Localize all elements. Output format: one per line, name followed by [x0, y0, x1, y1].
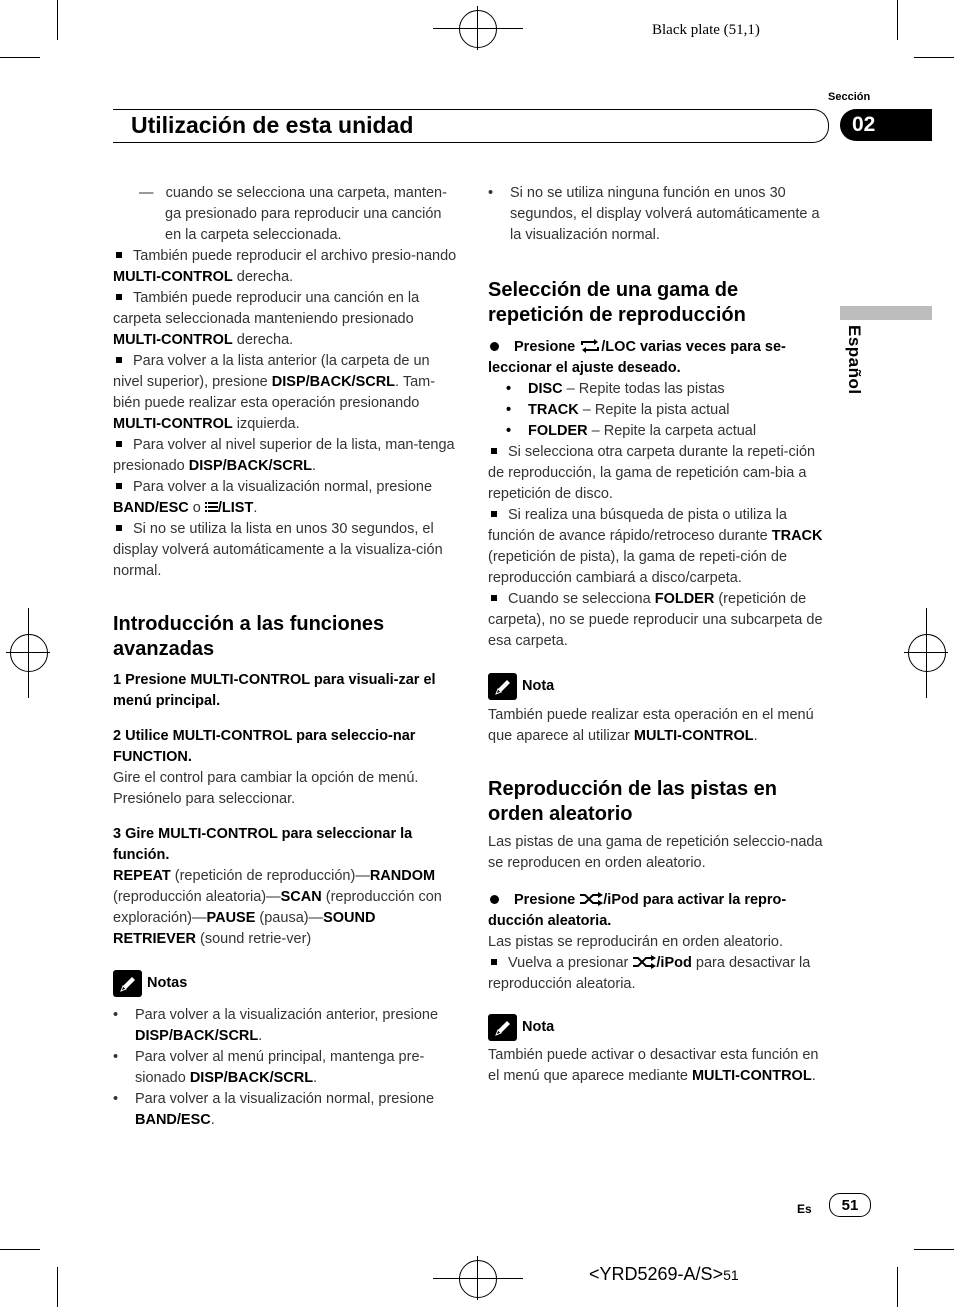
pencil-note-icon	[488, 673, 517, 700]
note-item: Para volver a la visualización normal, presione BAND/ESC o /LIST.	[113, 479, 433, 516]
repeat-option-folder: • FOLDER – Repite la carpeta actual	[506, 423, 757, 439]
square-bullet-icon	[116, 294, 122, 300]
random-result: Las pistas se reproducirán en orden aleatorio.	[488, 934, 784, 950]
repeat-note: Si realiza una búsqueda de pista o utiliza la función de avance rápido/retroceso durante TRACK (repetición de pista), la gama de repeti-ción de reproducción cambiará a disco/carpeta.	[488, 507, 823, 586]
right-column	[488, 183, 833, 1087]
crop-mark	[897, 1267, 898, 1307]
note-item: Para volver a la lista anterior (la carpeta de un nivel superior), presione DISP/BACK/SCRL. Tam-bién puede realizar esta operación presionando MULTI-CONTROL izquierda.	[113, 353, 436, 432]
square-bullet-icon	[116, 441, 122, 447]
section-heading-advanced: Introducción a las funciones avanzadas	[113, 613, 385, 660]
page-title: Utilización de esta unidad	[131, 112, 414, 138]
step-2-description: Gire el control para cambiar la opción de menú. Presiónelo para seleccionar.	[113, 770, 419, 807]
registration-circle	[459, 1260, 497, 1298]
square-bullet-icon	[116, 483, 122, 489]
random-note: Vuelva a presionar /iPod para desactivar la reproducción aleatoria.	[488, 955, 811, 992]
notes-heading: Notas	[113, 970, 458, 997]
notes-item: • Para volver al menú principal, mantenga pre-sionado DISP/BACK/SCRL.	[113, 1049, 425, 1086]
model-code: <YRD5269-A/S>51	[589, 1264, 739, 1284]
pencil-note-icon	[113, 970, 142, 997]
note-item: También puede reproducir el archivo presio-nando MULTI-CONTROL derecha.	[113, 248, 457, 285]
dash-item: — cuando se selecciona una carpeta, manten-ga presionado para reproducir una canción en la carpeta seleccionada.	[139, 185, 447, 243]
section-label: Sección	[828, 91, 871, 103]
note-item: Para volver al nivel superior de la lista, man-tenga presionado DISP/BACK/SCRL.	[113, 437, 455, 474]
square-bullet-icon	[491, 511, 497, 517]
repeat-note: Cuando se selecciona FOLDER (repetición de carpeta), no se puede reproducir una subcarpeta de esa carpeta.	[488, 591, 823, 649]
top-bullet: • Si no se utiliza ninguna función en unos 30 segundos, el display volverá automáticamente a la visualización normal.	[488, 185, 820, 243]
registration-circle	[459, 10, 497, 48]
list-icon	[205, 501, 218, 513]
repeat-note: Si selecciona otra carpeta durante la repeti-ción de reproducción, la gama de repetición cam-bia a repetición de disco.	[488, 444, 816, 502]
step-2: 2 Utilice MULTI-CONTROL para seleccio-nar FUNCTION.	[113, 728, 416, 765]
language-label: Español	[845, 325, 864, 395]
note-item: Si no se utiliza la lista en unos 30 segundos, el display volverá automáticamente a la visualiza-ción normal.	[113, 521, 443, 579]
shuffle-icon	[632, 955, 656, 969]
step-1: 1 Presione MULTI-CONTROL para visuali-zar el menú principal.	[113, 672, 436, 709]
crop-mark	[57, 0, 58, 40]
note-item: También puede reproducir una canción en la carpeta seleccionada manteniendo presionado MULTI-CONTROL derecha.	[113, 290, 420, 348]
registration-circle	[10, 634, 48, 672]
step-3: 3 Gire MULTI-CONTROL para seleccionar la función.	[113, 826, 413, 863]
random-intro: Las pistas de una gama de repetición seleccio-nada se reproducen en orden aleatorio.	[488, 834, 823, 871]
crop-mark	[914, 57, 954, 58]
notes-item: • Para volver a la visualización normal, presione BAND/ESC.	[113, 1091, 435, 1128]
left-column	[113, 183, 458, 1131]
nota-heading: Nota	[488, 1014, 833, 1041]
repeat-option-track: • TRACK – Repite la pista actual	[506, 402, 730, 418]
random-step: Presione /iPod para activar la repro-ducción aleatoria.	[488, 892, 787, 929]
language-code: Es	[797, 1202, 812, 1216]
plate-label: Black plate (51,1)	[652, 22, 760, 38]
nota-heading: Nota	[488, 673, 833, 700]
section-heading-repeat: Selección de una gama de repetición de reproducción	[488, 279, 746, 326]
crop-mark	[0, 57, 40, 58]
crop-mark	[897, 0, 898, 40]
crop-mark	[57, 1267, 58, 1307]
language-tab	[840, 306, 932, 320]
crop-mark	[0, 1249, 40, 1250]
nota-text: También puede realizar esta operación en el menú que aparece al utilizar MULTI-CONTROL.	[488, 707, 814, 744]
round-bullet-icon	[490, 895, 499, 904]
square-bullet-icon	[491, 595, 497, 601]
repeat-option-disc: • DISC – Repite todas las pistas	[506, 381, 725, 397]
nota-text: También puede activar o desactivar esta función en el menú que aparece mediante MULTI-CONTROL.	[488, 1047, 819, 1084]
section-number: 02	[840, 109, 932, 141]
square-bullet-icon	[491, 448, 497, 454]
pencil-note-icon	[488, 1014, 517, 1041]
square-bullet-icon	[116, 357, 122, 363]
square-bullet-icon	[491, 959, 497, 965]
function-list: REPEAT (repetición de reproducción)—RANDOM (reproducción aleatoria)—SCAN (reproducción con exploración)—PAUSE (pausa)—SOUND RETRIEVER (sound retrie-ver)	[113, 868, 442, 947]
section-heading-random: Reproducción de las pistas en orden aleatorio	[488, 778, 777, 825]
square-bullet-icon	[116, 252, 122, 258]
square-bullet-icon	[116, 525, 122, 531]
shuffle-icon	[579, 892, 603, 906]
repeat-icon	[579, 339, 601, 353]
page-number: 51	[829, 1193, 871, 1217]
round-bullet-icon	[490, 342, 499, 351]
crop-mark	[914, 1249, 954, 1250]
notes-item: • Para volver a la visualización anterior, presione DISP/BACK/SCRL.	[113, 1007, 439, 1044]
registration-circle	[908, 634, 946, 672]
repeat-step: Presione /LOC varias veces para se-leccionar el ajuste deseado.	[488, 339, 786, 376]
